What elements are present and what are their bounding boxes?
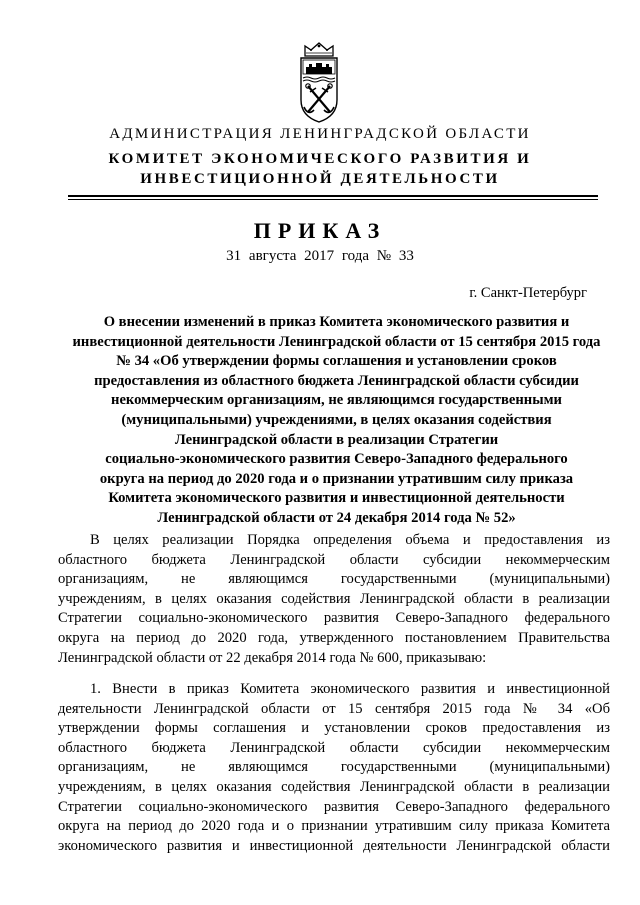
- order-title: [66, 313, 607, 529]
- clause-1-paragraph: [58, 680, 610, 856]
- title-line: (муниципальными) учреждениями, в целях оказания содействия: [121, 411, 552, 428]
- paragraph-line: учреждениям, в целях оказания содействия Ленинградской области в реализации: [58, 778, 610, 795]
- paragraph-line: округа на период до 2020 года, утвержденного постановлением Правительства: [58, 629, 610, 646]
- header-divider-thin: [68, 199, 598, 200]
- order-date-number: 31 августа 2017 года № 33: [226, 248, 414, 264]
- paragraph-line: деятельности Ленинградской области от 15 сентября 2015 года № 34 «Об: [58, 700, 610, 717]
- title-line: инвестиционной деятельности Ленинградской области от 15 сентября 2015 года: [72, 333, 601, 350]
- title-line: Ленинградской области в реализации Стратегии: [174, 431, 499, 448]
- title-line: Ленинградской области от 24 декабря 2014 года № 52»: [157, 509, 516, 526]
- title-line: социально-экономического развития Северо-Западного федерального: [105, 451, 568, 468]
- committee-heading-line: ИНВЕСТИЦИОННОЙ ДЕЯТЕЛЬНОСТИ: [140, 171, 500, 187]
- title-line: № 34 «Об утверждении формы соглашения и установлении сроков: [116, 353, 557, 370]
- coat-of-arms-icon: [297, 40, 341, 124]
- order-label: ПРИКАЗ: [253, 218, 387, 243]
- paragraph-line: экономического развития и инвестиционной деятельности Ленинградской области: [58, 837, 610, 854]
- administration-heading: АДМИНИСТРАЦИЯ ЛЕНИНГРАДСКОЙ ОБЛАСТИ: [109, 126, 531, 142]
- paragraph-line: областного бюджета Ленинградской области субсидии некоммерческим: [58, 551, 610, 568]
- paragraph-line: Стратегии социально-экономического развития Северо-Западного федерального: [58, 798, 610, 815]
- paragraph-line: Ленинградской области от 22 декабря 2014 года № 600, приказываю:: [58, 649, 487, 666]
- title-line: предоставления из областного бюджета Ленинградской области субсидии: [94, 372, 579, 389]
- order-city: г. Санкт-Петербург: [469, 285, 587, 301]
- paragraph-line: В целях реализации Порядка определения объема и предоставления из: [90, 532, 610, 548]
- paragraph-line: учреждениям, в целях оказания содействия Ленинградской области в реализации: [58, 590, 610, 607]
- paragraph-line: областного бюджета Ленинградской области субсидии некоммерческим: [58, 739, 610, 756]
- paragraph-line: 1. Внести в приказ Комитета экономического развития и инвестиционной: [90, 681, 610, 697]
- title-line: некоммерческим организациям, не являющимся государственными: [111, 392, 562, 409]
- title-line: округа на период до 2020 года и о признании утратившим силу приказа: [99, 470, 574, 487]
- paragraph-line: организациям, не являющимся государственными (муниципальными): [58, 759, 610, 776]
- title-line: Комитета экономического развития и инвестиционной деятельности: [108, 490, 565, 507]
- paragraph-line: округа на период до 2020 года и о признании утратившим силу приказа Комитета: [58, 818, 610, 835]
- preamble-paragraph: [58, 531, 610, 668]
- paragraph-line: организациям, не являющимся государственными (муниципальными): [58, 571, 610, 588]
- paragraph-line: Стратегии социально-экономического развития Северо-Западного федерального: [58, 610, 610, 627]
- header-divider-thick: [68, 195, 598, 197]
- committee-heading: [0, 149, 640, 189]
- paragraph-line: утверждении формы соглашения и установлении сроков предоставления из: [58, 720, 610, 737]
- committee-heading-line: КОМИТЕТ ЭКОНОМИЧЕСКОГО РАЗВИТИЯ И: [108, 151, 532, 167]
- title-line: О внесении изменений в приказ Комитета экономического развития и: [103, 314, 570, 330]
